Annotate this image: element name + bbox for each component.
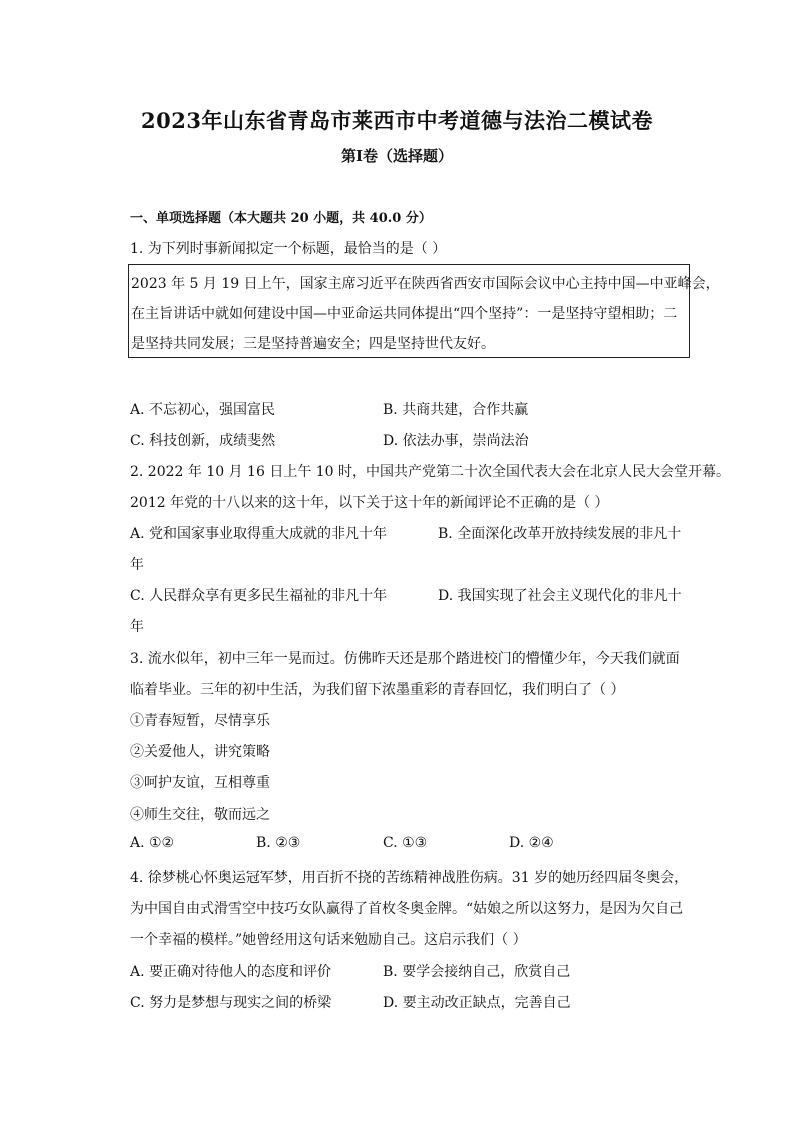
q4-option-c[interactable]: C. 努力是梦想与现实之间的桥梁 xyxy=(130,995,332,1011)
q1-box-line: 2023 年 5 月 19 日上午，国家主席习近平在陕西省西安市国际会议中心主持中国—中亚峰会， xyxy=(131,276,720,292)
q4-option-a[interactable]: A. 要正确对待他人的态度和评价 xyxy=(130,964,332,980)
exam-title: 2023年山东省青岛市莱西市中考道德与法治二模试卷 xyxy=(141,108,653,133)
q2-option-b[interactable]: B. 全面深化改革开放持续发展的非凡十 xyxy=(438,526,682,542)
q1-box-line: 是坚持共同发展；三是坚持普遍安全；四是坚持世代友好。 xyxy=(131,336,495,352)
q3-stem-line: 临着毕业。三年的初中生活，为我们留下浓墨重彩的青春回忆，我们明白了（ ） xyxy=(130,682,625,698)
q3-option-c[interactable]: C. ①③ xyxy=(383,835,428,851)
q2-option-c-wrap: 年 xyxy=(130,619,144,635)
q1-option-a[interactable]: A. 不忘初心，强国富民 xyxy=(130,402,276,418)
q1-box-line: 在主旨讲话中就如何建设中国—中亚命运共同体提出“四个坚持”：一是坚持守望相助；二 xyxy=(131,306,678,322)
q3-item-1: ①青春短暂，尽情享乐 xyxy=(130,713,270,729)
q1-option-b[interactable]: B. 共商共建，合作共赢 xyxy=(383,402,529,418)
q4-stem-line: 为中国自由式滑雪空中技巧女队赢得了首枚冬奥金牌。“姑娘之所以这努力，是因为欠自己 xyxy=(130,901,684,917)
q4-option-b[interactable]: B. 要学会接纳自己，欣赏自己 xyxy=(383,964,571,980)
section-subtitle: 第Ⅰ卷（选择题） xyxy=(340,147,454,165)
q3-option-a[interactable]: A. ①② xyxy=(130,835,175,851)
q4-option-d[interactable]: D. 要主动改正缺点，完善自己 xyxy=(383,995,571,1011)
q1-stem: 1. 为下列时事新闻拟定一个标题，最恰当的是（ ） xyxy=(130,241,447,257)
q1-option-c[interactable]: C. 科技创新，成绩斐然 xyxy=(130,433,276,449)
q2-stem-line: 2012 年党的十八以来的这十年，以下关于这十年的新闻评论不正确的是（ ） xyxy=(130,495,609,511)
q2-option-d[interactable]: D. 我国实现了社会主义现代化的非凡十 xyxy=(438,588,682,604)
section-heading: 一、单项选择题（本大题共 20 小题，共 40.0 分） xyxy=(130,211,432,226)
q3-option-d[interactable]: D. ②④ xyxy=(509,835,554,851)
q4-stem-line: 一个幸福的模样。”她曾经用这句话来勉励自己。这启示我们（ ） xyxy=(130,932,527,948)
q3-option-b[interactable]: B. ②③ xyxy=(256,835,301,851)
q1-option-d[interactable]: D. 依法办事，崇尚法治 xyxy=(383,433,529,449)
q2-option-c[interactable]: C. 人民群众享有更多民生福祉的非凡十年 xyxy=(130,588,388,604)
q3-stem-line: 3. 流水似年，初中三年一晃而过。仿佛昨天还是那个踏进校门的懵懂少年，今天我们就面 xyxy=(130,651,680,667)
q3-item-2: ②关爱他人，讲究策略 xyxy=(130,744,270,760)
q1-news-box xyxy=(128,264,720,358)
q4-stem-line: 4. 徐梦桃心怀奥运冠军梦，用百折不挠的苦练精神战胜伤病。31 岁的她历经四届冬奥会， xyxy=(130,870,689,886)
q2-option-a-wrap: 年 xyxy=(130,557,144,573)
q3-item-3: ③呵护友谊，互相尊重 xyxy=(130,775,270,791)
q2-stem-line: 2. 2022 年 10 月 16 日上午 10 时，中国共产党第二十次全国代表大会在北京人民大会堂开幕。 xyxy=(130,464,731,480)
q3-item-4: ④师生交往，敬而远之 xyxy=(130,807,270,823)
q2-option-a[interactable]: A. 党和国家事业取得重大成就的非凡十年 xyxy=(130,526,388,542)
